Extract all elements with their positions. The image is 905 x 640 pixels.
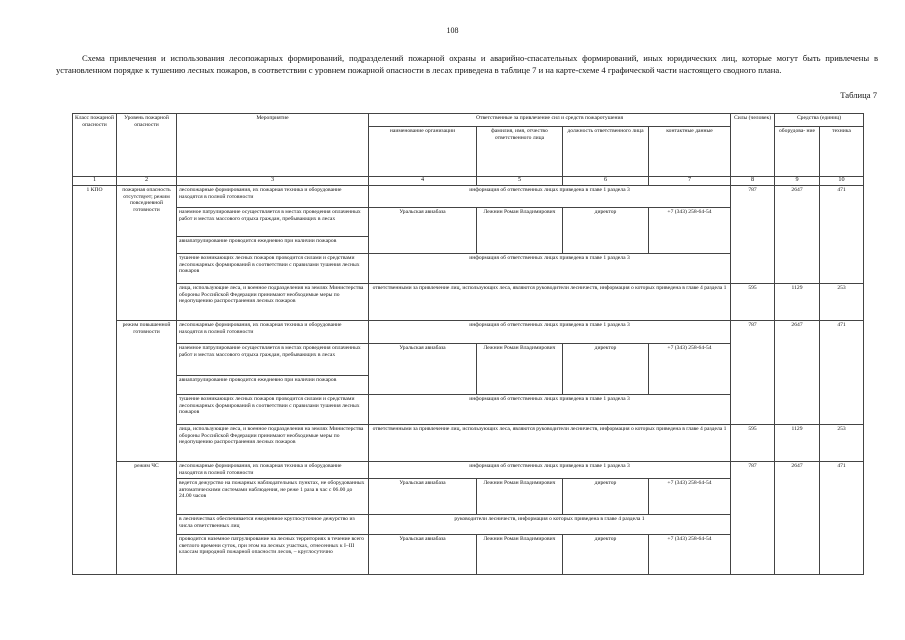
- phone-cell: +7 (343) 258-64-54: [649, 208, 731, 254]
- org-cell: Уральская авиабаза: [369, 535, 477, 575]
- col-number: 8: [731, 177, 775, 186]
- measure-cell: лица, использующие леса, и военное подразделения на землях Министерства обороны Российской Федерации принимают необходимые меры по недопущению распространения лесных пожаров: [177, 284, 369, 321]
- machinery-value: 471: [820, 321, 864, 425]
- header-equipment: оборудова- ние: [775, 127, 820, 177]
- responsible-info: информация об ответственных лицах приведена в главе 1 раздела 3: [369, 395, 731, 425]
- responsible-info: информация об ответственных лицах приведена в главе 1 раздела 3: [369, 321, 731, 344]
- intro-paragraph: Схема привлечения и использования лесопожарных формирований, подразделений пожарной охраны и аварийно-спасательных формирований, иных юридических лиц, которые могут быть привлечены в установленном порядке к тушению лесных пожаров, в соответствии с уровнем пожарной опасности в лесах приведена в таблице 7 и на карте-схеме 4 графической части настоящего сводного плана.: [56, 53, 878, 75]
- measure-cell: ведется дежурство на пожарных наблюдательных пунктах, не оборудованных автоматическими системами наблюдения, не реже 1 раза в час с 06.00 до 24.00 часов: [177, 479, 369, 515]
- position-cell: директор: [563, 208, 649, 254]
- forces-value: 787: [731, 321, 775, 425]
- measure-cell: лесопожарные формирования, их пожарная техника и оборудование находятся в полной готовности: [177, 321, 369, 344]
- measure-cell: лица, использующие леса, и военное подразделения на землях Министерства обороны Российской Федерации принимают необходимые меры по недопущению распространения лесных пожаров: [177, 425, 369, 462]
- person-cell: Лежнин Роман Владимирович: [477, 535, 563, 575]
- header-row-1: [73, 114, 864, 127]
- responsible-info: ответственными за привлечение лиц, использующих леса, являются руководители лесничеств, информация о которых приведена в главе 4 раздела 1: [369, 284, 731, 321]
- forces-value: 595: [731, 425, 775, 462]
- column-number-row: [73, 177, 864, 186]
- col-number: 6: [563, 177, 649, 186]
- level-cell: режим ЧС: [117, 462, 177, 575]
- table-caption: Таблица 7: [840, 90, 877, 100]
- responsible-info: ответственными за привлечение лиц, использующих леса, являются руководители лесничеств, информация о которых приведена в главе 4 раздела 1: [369, 425, 731, 462]
- header-org: наименование организации: [369, 127, 477, 177]
- col-number: 1: [73, 177, 117, 186]
- machinery-value: 253: [820, 284, 864, 321]
- measure-cell: в лесничествах обеспечивается ежедневное круглосуточное дежурство из числа ответственных лиц: [177, 515, 369, 535]
- org-cell: Уральская авиабаза: [369, 479, 477, 515]
- level-cell: режим повышенной готовности: [117, 321, 177, 462]
- responsible-info: информация об ответственных лицах приведена в главе 1 раздела 3: [369, 462, 731, 479]
- header-machinery: техника: [820, 127, 864, 177]
- equipment-value: 2647: [775, 462, 820, 575]
- responsible-info: информация об ответственных лицах приведена в главе 1 раздела 3: [369, 254, 731, 284]
- table-row: [73, 321, 864, 344]
- page-number: 108: [446, 26, 459, 35]
- header-person: фамилия, имя, отчество ответственного лица: [477, 127, 563, 177]
- measure-cell: наземное патрулирование осуществляется в местах проведения оплаченных работ и местах массового отдыха граждан, пребывающих в лесах: [177, 208, 369, 237]
- col-number: 9: [775, 177, 820, 186]
- responsible-info: информация об ответственных лицах приведена в главе 1 раздела 3: [369, 186, 731, 208]
- position-cell: директор: [563, 344, 649, 395]
- table-row: [73, 425, 864, 462]
- org-cell: Уральская авиабаза: [369, 208, 477, 254]
- measure-cell: наземное патрулирование осуществляется в местах проведения оплаченных работ и местах массового отдыха граждан, пребывающих в лесах: [177, 344, 369, 376]
- position-cell: директор: [563, 479, 649, 515]
- equipment-value: 2647: [775, 321, 820, 425]
- phone-cell: +7 (343) 258-64-54: [649, 535, 731, 575]
- col-number: 3: [177, 177, 369, 186]
- machinery-value: 253: [820, 425, 864, 462]
- header-means: Средства (единиц): [775, 114, 864, 127]
- measure-cell: тушение возникающих лесных пожаров проводится силами и средствами лесопожарных формирований в соответствии с правилами тушения лесных пожаров: [177, 254, 369, 284]
- phone-cell: +7 (343) 258-64-54: [649, 344, 731, 395]
- position-cell: директор: [563, 535, 649, 575]
- header-class: Класс пожарной опасности: [73, 114, 117, 177]
- person-cell: Лежнин Роман Владимирович: [477, 344, 563, 395]
- table-row: [73, 462, 864, 479]
- machinery-value: 471: [820, 186, 864, 284]
- phone-cell: +7 (343) 258-64-54: [649, 479, 731, 515]
- level-cell: пожарная опасность отсутствует; режим повседневной готовности: [117, 186, 177, 321]
- col-number: 10: [820, 177, 864, 186]
- forces-value: 787: [731, 186, 775, 284]
- measure-cell: проводится наземное патрулирование на лесных территориях в течение всего светлого времени суток, при этом на лесных участках, отнесенных к I–III классам природной пожарной опасности лесов, – круглосуточно: [177, 535, 369, 575]
- machinery-value: 471: [820, 462, 864, 575]
- person-cell: Лежнин Роман Владимирович: [477, 208, 563, 254]
- table-row: [73, 284, 864, 321]
- measure-cell: лесопожарные формирования, их пожарная техника и оборудование находятся в полной готовности: [177, 186, 369, 208]
- equipment-value: 1129: [775, 425, 820, 462]
- forces-value: 787: [731, 462, 775, 575]
- col-number: 5: [477, 177, 563, 186]
- responsible-info: руководители лесничеств, информация о которых приведена в главе 4 раздела 1: [369, 515, 731, 535]
- measure-cell: авиапатрулирование проводится ежедневно при наличии пожаров: [177, 376, 369, 395]
- equipment-value: 2647: [775, 186, 820, 284]
- col-number: 7: [649, 177, 731, 186]
- header-level: Уровень пожарной опасности: [117, 114, 177, 177]
- header-measure: Мероприятие: [177, 114, 369, 177]
- table-row: [73, 186, 864, 208]
- person-cell: Лежнин Роман Владимирович: [477, 479, 563, 515]
- header-contact: контактные данные: [649, 127, 731, 177]
- header-position: должность ответственного лица: [563, 127, 649, 177]
- header-responsible: Ответственные за привлечение сил и средств пожаротушения: [369, 114, 731, 127]
- col-number: 2: [117, 177, 177, 186]
- org-cell: Уральская авиабаза: [369, 344, 477, 395]
- fire-resources-table: [72, 113, 864, 575]
- measure-cell: авиапатрулирование проводится ежедневно при наличии пожаров: [177, 237, 369, 254]
- forces-value: 595: [731, 284, 775, 321]
- equipment-value: 1129: [775, 284, 820, 321]
- measure-cell: тушение возникающих лесных пожаров проводится силами и средствами лесопожарных формирований в соответствии с правилами тушения лесных пожаров: [177, 395, 369, 425]
- col-number: 4: [369, 177, 477, 186]
- class-cell: 1 КПО: [73, 186, 117, 575]
- measure-cell: лесопожарные формирования, их пожарная техника и оборудование находятся в полной готовности: [177, 462, 369, 479]
- header-forces: Силы (человек): [731, 114, 775, 177]
